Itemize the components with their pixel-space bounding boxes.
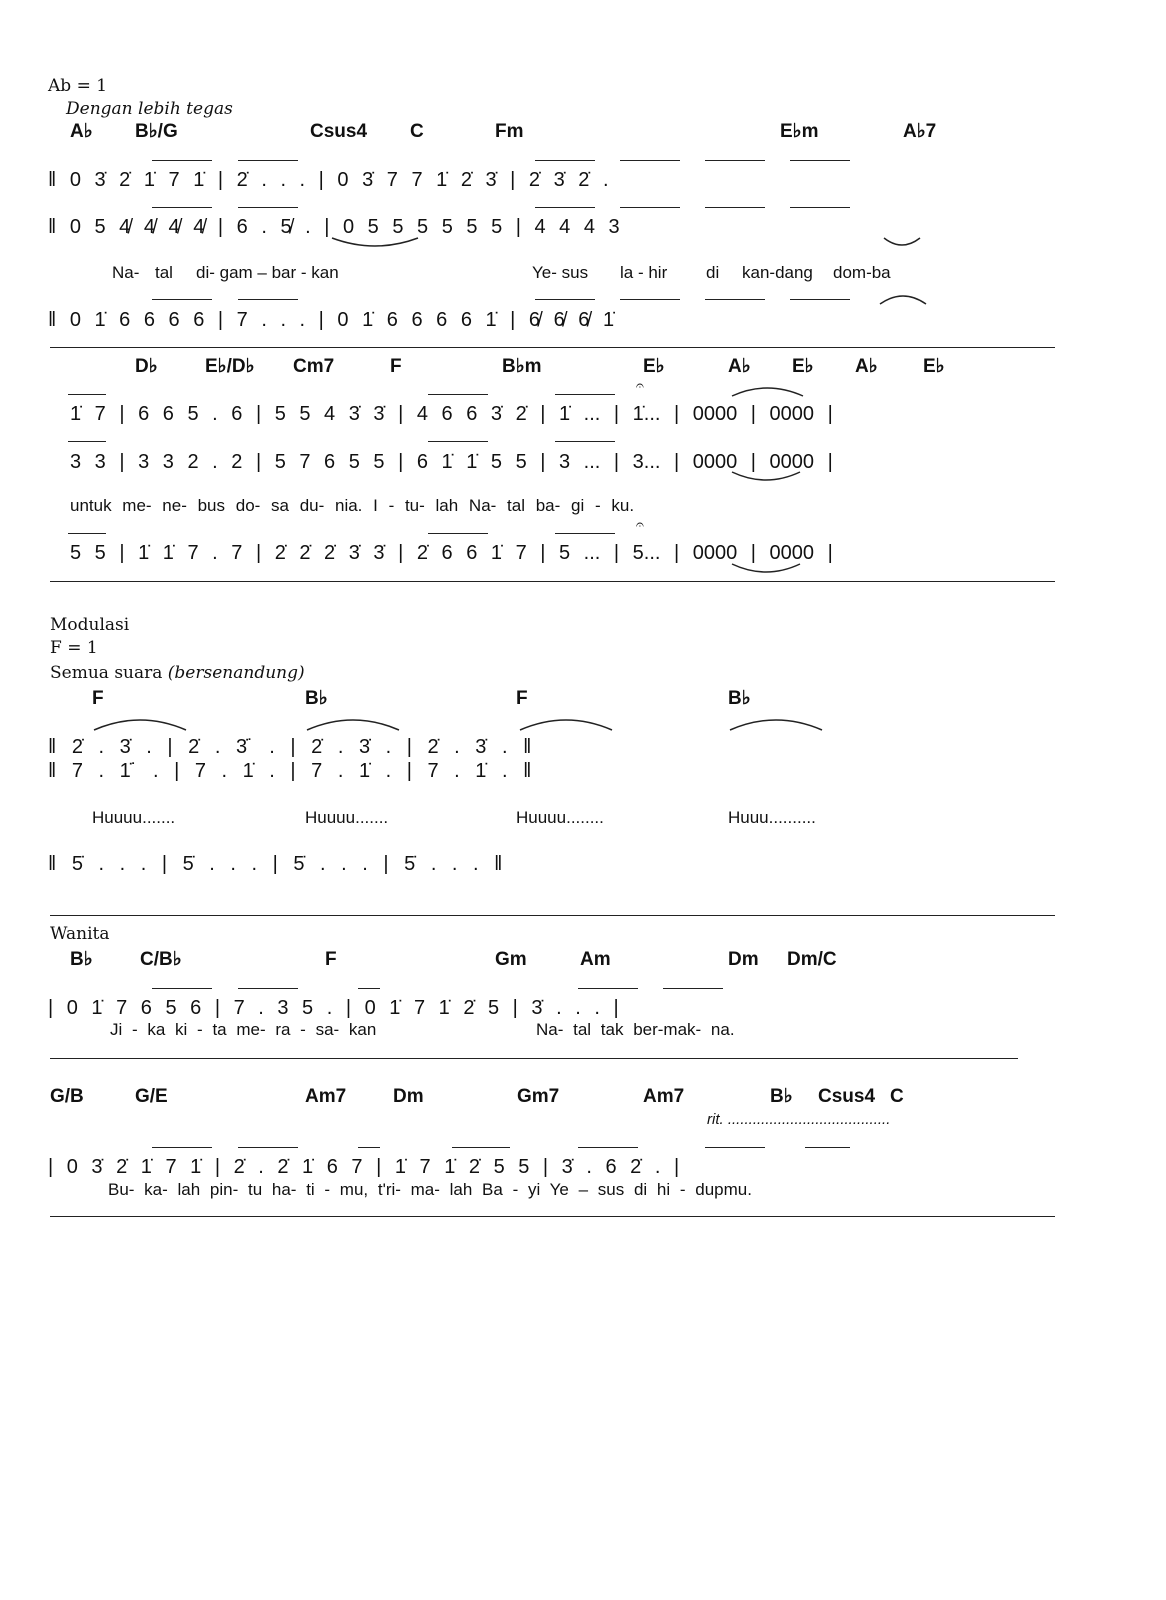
beam (238, 988, 298, 989)
chord: B♭ (728, 688, 751, 709)
chord: G/B (50, 1086, 84, 1107)
alto-line: ‖ 0 5 4̸ 4̸ 4̸ 4̸ | 6 . 5̸ . | 0 5 5 5 5 5 5 | 4 4 4 3 (48, 216, 620, 238)
chord: E♭ (643, 356, 665, 377)
melody-line: | 0 3̇ 2̇ 1̇ 7 1̇ | 2̇ . 2̇ 1̇ 6 7 | 1̇ 7 1̇ 2̇ 5 5 | 3̇ . 6 2̇ . | (48, 1156, 680, 1178)
beam (428, 441, 488, 442)
chord: Dm (728, 949, 759, 970)
soprano-line: 1̇ 7 | 6 6 5 . 6 | 5 5 4 3̇ 3̇ | 4 6 6 3̇ 2̇ | 1̇ ... | 1̇... | 0000 | 0000 | (70, 403, 833, 425)
voice-label: Semua suara (50, 663, 168, 683)
beam (238, 299, 298, 300)
chord: Gm7 (517, 1086, 560, 1107)
lyric: Ye- sus (532, 263, 589, 282)
hum-lyric: Huuuu........ (516, 808, 604, 827)
chord: F (325, 949, 337, 970)
beam (238, 207, 298, 208)
hum-lyric: Huuu.......... (728, 808, 816, 827)
chord: A♭ (855, 356, 878, 377)
lyric: di- gam – bar - kan (196, 263, 339, 282)
chord: B♭m (502, 356, 542, 377)
bass-line: 5 5 | 1̇ 1̇ 7 . 7 | 2̇ 2̇ 2̇ 3̇ 3̇ | 2̇ 6 6 1̇ 7 | 5 ... | 5... | 0000 | 0000 | (70, 542, 833, 564)
upper-voice-line: ‖ 2̇ . 3̇ . | 2̇ . 3̇˙ . | 2̇ . 3̇ . | 2̇ . 3̇ . ‖ (48, 736, 532, 758)
lyric: Na- (112, 263, 140, 282)
lyric: tal (155, 263, 173, 282)
chord: B♭ (305, 688, 328, 709)
middle-voice-line: ‖ 7 . 1̇˙ . | 7 . 1̇ . | 7 . 1̇ . | 7 . 1̇ . ‖ (48, 760, 532, 782)
beam (152, 207, 212, 208)
hum-lyric: Huuuu....... (305, 808, 389, 827)
beam (238, 160, 298, 161)
slur-arc (878, 290, 928, 306)
tie-arc (730, 470, 802, 486)
lyric-line: Bu- ka- lah pin- tu ha- ti - mu, t'ri- ma- lah Ba - yi Ye – sus di hi - dupmu. (108, 1180, 752, 1199)
chord: F (516, 688, 528, 709)
modulation-title: Modulasi (50, 615, 130, 635)
chord: B♭ (770, 1086, 793, 1107)
chord: C (410, 121, 424, 142)
chord: Gm (495, 949, 527, 970)
beam (68, 533, 106, 534)
chord: E♭m (780, 121, 819, 142)
tempo-text: Dengan lebih tegas (66, 99, 233, 119)
chord: C/B♭ (140, 949, 182, 970)
chord: F (92, 688, 104, 709)
soprano-line: ‖ 0 3̇ 2̇ 1̇ 7 1̇ | 2̇ . . . | 0 3̇ 7 7 1̇ 2̇ 3̇ | 2̇ 3̇ 2̇ . (48, 169, 609, 191)
chord: Csus4 (818, 1086, 876, 1107)
chord: E♭ (792, 356, 814, 377)
bass-voice-line: ‖ 5̇ . . . | 5̇ . . . | 5̇ . . . | 5̇ . . . ‖ (48, 853, 503, 875)
beam (358, 1147, 380, 1148)
chord: A♭7 (903, 121, 937, 142)
fermata-icon: 𝄐 (636, 377, 644, 393)
beam (68, 441, 106, 442)
divider (50, 1216, 1055, 1217)
beam (428, 394, 488, 395)
chord: A♭ (728, 356, 751, 377)
beam (535, 299, 595, 300)
chord: Fm (495, 121, 524, 142)
lyric-line: Na- tal tak ber-mak- na. (536, 1020, 735, 1039)
melody-line: | 0 1̇ 7 6 5 6 | 7 . 3 5 . | 0 1̇ 7 1̇ 2̇ 5 | 3̇ . . . | (48, 997, 619, 1019)
wanita-title: Wanita (50, 924, 110, 944)
beam (535, 160, 595, 161)
hum-lyric: Huuuu....... (92, 808, 176, 827)
chord: A♭ (70, 121, 93, 142)
beam (578, 1147, 638, 1148)
lyric: kan-dang (742, 263, 813, 282)
divider (50, 347, 1055, 348)
lyric: la - hir (620, 263, 668, 282)
beam (68, 394, 106, 395)
chord: Dm (393, 1086, 424, 1107)
chord: C (890, 1086, 904, 1107)
beam (790, 299, 850, 300)
beam (535, 207, 595, 208)
chord: Am (580, 949, 611, 970)
key-signature: Ab = 1 (48, 76, 108, 96)
tie-arc (730, 562, 802, 578)
beam (705, 160, 765, 161)
lyric-line: Ji - ka ki - ta me- ra - sa- kan (110, 1020, 377, 1039)
divider (50, 1058, 1018, 1059)
chord: Dm/C (787, 949, 837, 970)
divider (50, 915, 1055, 916)
chord: E♭ (923, 356, 945, 377)
beam (555, 441, 615, 442)
chord: Am7 (643, 1086, 685, 1107)
beam (790, 207, 850, 208)
tie-arc (92, 714, 188, 732)
beam (555, 394, 615, 395)
voice-instruction (50, 665, 305, 682)
tie-arc (728, 714, 824, 732)
beam (452, 1147, 510, 1148)
rit-marking: rit. ....................................... (707, 1111, 891, 1128)
divider (50, 581, 1055, 582)
beam (238, 1147, 298, 1148)
chord: E♭/D♭ (205, 356, 255, 377)
beam (663, 988, 723, 989)
beam (152, 988, 212, 989)
beam (555, 533, 615, 534)
beam (705, 1147, 765, 1148)
alto-line: 3 3 | 3 3 2 . 2 | 5 7 6 5 5 | 6 1̇ 1̇ 5 5 | 3 ... | 3... | 0000 | 0000 | (70, 451, 833, 473)
bass-line: ‖ 0 1̇ 6 6 6 6 | 7 . . . | 0 1̇ 6 6 6 6 1̇ | 6̸ 6̸ 6̸ 1̇ (48, 309, 615, 331)
tie-arc (882, 236, 922, 250)
voice-note: (bersenandung) (167, 663, 305, 683)
lyric-line: untuk me- ne- bus do- sa du- nia. I - tu- lah Na- tal ba- gi - ku. (70, 496, 635, 515)
modulation-key: F = 1 (50, 638, 98, 658)
tie-arc (518, 714, 614, 732)
chord: B♭ (70, 949, 93, 970)
chord: Am7 (305, 1086, 347, 1107)
lyric: dom-ba (833, 263, 891, 282)
beam (578, 988, 638, 989)
beam (705, 299, 765, 300)
beam (152, 160, 212, 161)
tempo-marking (66, 101, 233, 118)
chord: B♭/G (135, 121, 178, 142)
beam (805, 1147, 850, 1148)
beam (790, 160, 850, 161)
beam (620, 299, 680, 300)
chord: D♭ (135, 356, 158, 377)
lyric: di (706, 263, 720, 282)
beam (152, 299, 212, 300)
chord: Cm7 (293, 356, 335, 377)
chord: G/E (135, 1086, 168, 1107)
beam (705, 207, 765, 208)
chord: Csus4 (310, 121, 368, 142)
fermata-icon: 𝄐 (636, 516, 644, 532)
tie-arc (730, 382, 805, 398)
tie-arc (330, 236, 420, 252)
beam (428, 533, 488, 534)
beam (152, 1147, 212, 1148)
beam (620, 160, 680, 161)
beam (358, 988, 380, 989)
tie-arc (305, 714, 401, 732)
beam (620, 207, 680, 208)
chord: F (390, 356, 402, 377)
